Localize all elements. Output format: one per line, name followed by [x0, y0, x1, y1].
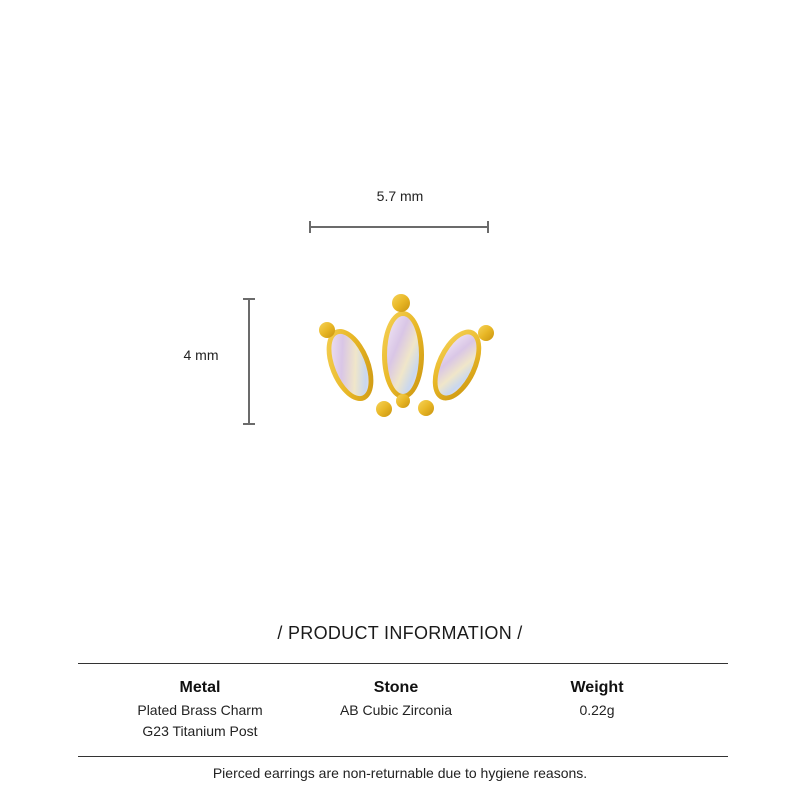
metal-heading: Metal [179, 679, 221, 696]
weight-line-1: 0.22g [579, 702, 615, 718]
stone-column [296, 676, 496, 721]
bottom-divider [78, 756, 728, 757]
return-policy-note: Pierced earrings are non-returnable due to hygiene reasons. [212, 765, 588, 781]
weight-heading: Weight [570, 679, 624, 696]
metal-line-1: Plated Brass Charm [137, 702, 263, 718]
width-dimension-line [310, 221, 488, 233]
height-dimension-label: 4 mm [183, 347, 219, 363]
height-dimension-line [243, 299, 255, 424]
stone-line-1: AB Cubic Zirconia [339, 702, 453, 718]
width-dimension-label: 5.7 mm [376, 188, 424, 204]
stone-heading: Stone [373, 679, 419, 696]
lotus-earring-image [300, 285, 510, 425]
metal-column [100, 676, 300, 742]
center-marquise-stone [382, 311, 424, 399]
weight-column [497, 676, 697, 721]
metal-line-2: G23 Titanium Post [142, 723, 258, 739]
top-divider [78, 663, 728, 664]
section-title: / PRODUCT INFORMATION / [277, 623, 523, 643]
